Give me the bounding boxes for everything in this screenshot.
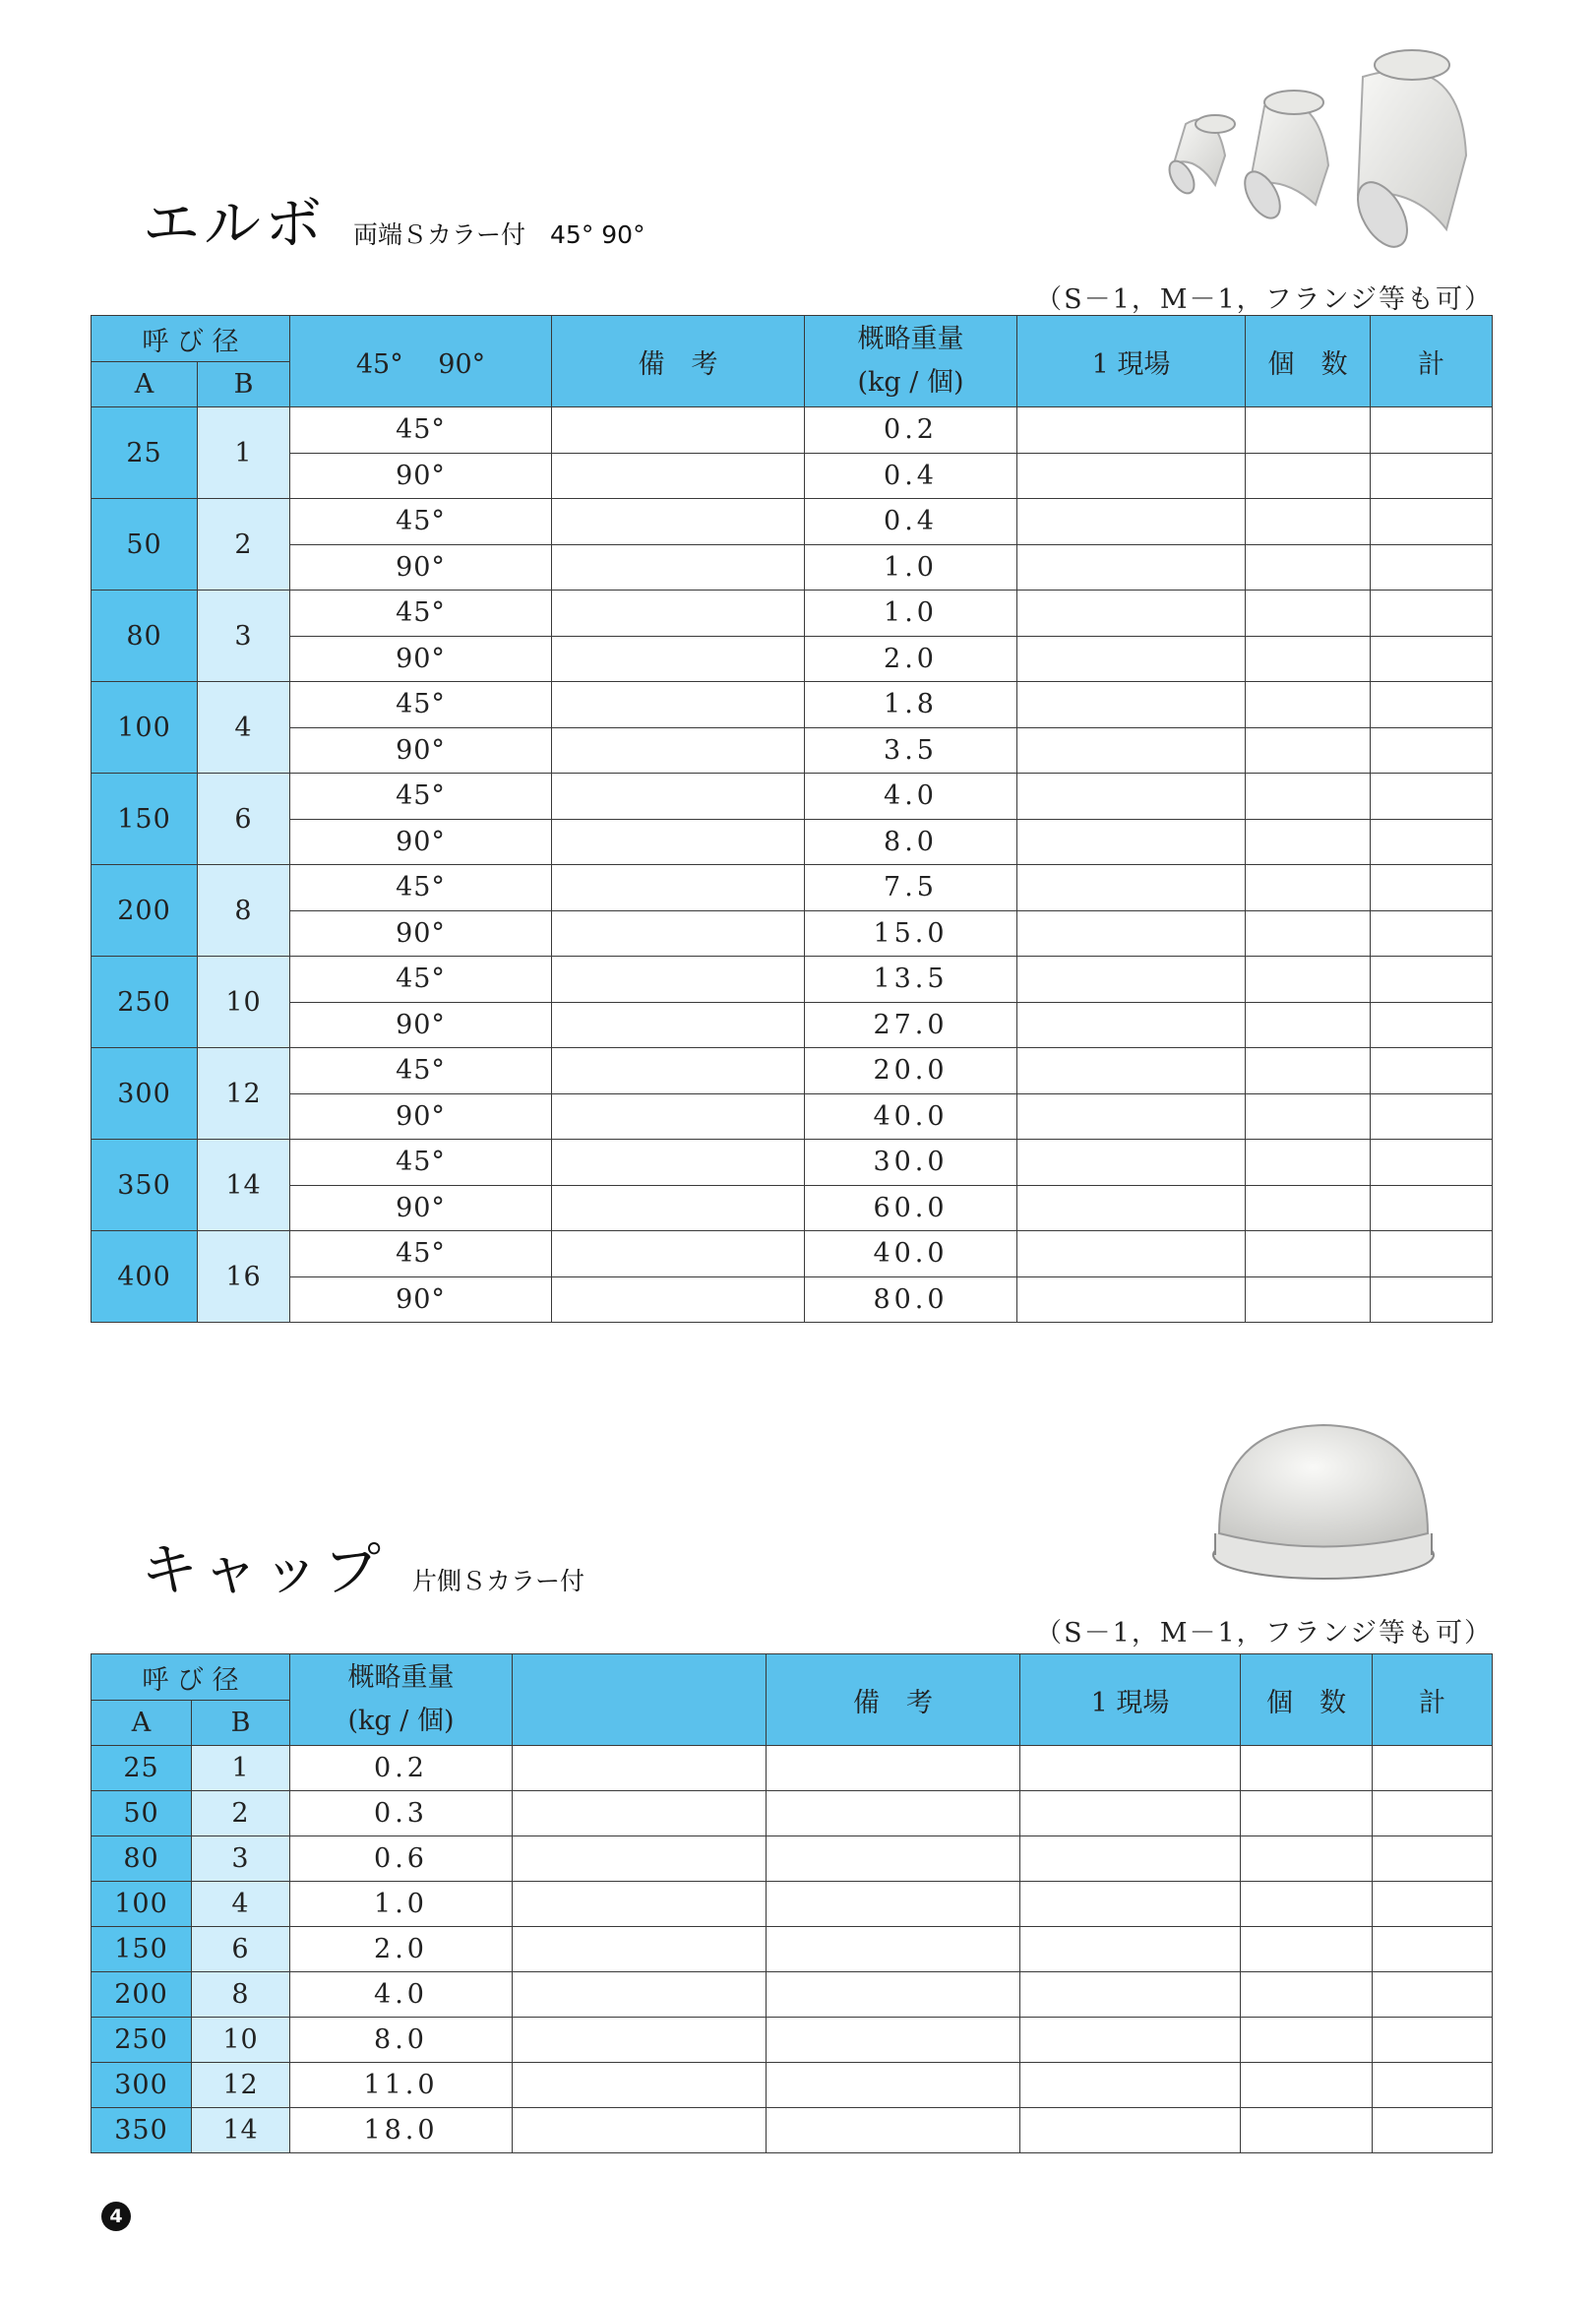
blank-cell — [513, 2018, 767, 2063]
qty-cell — [1246, 957, 1371, 1003]
angle-45-cell: 45° — [290, 774, 552, 820]
angle-45-cell: 45° — [290, 1231, 552, 1277]
site-cell — [1017, 682, 1246, 728]
bore-a-cell: 100 — [92, 1882, 192, 1927]
bore-a-cell: 400 — [92, 1231, 198, 1323]
site-cell — [1020, 1882, 1241, 1927]
total-cell — [1371, 407, 1493, 454]
table-row — [92, 1927, 1493, 1972]
bore-b-cell: 2 — [198, 499, 290, 591]
cap-subtitle: 片側Ｓカラー付 — [412, 1567, 585, 1595]
total-cell — [1371, 499, 1493, 545]
weight-cell: 11.0 — [290, 2063, 513, 2108]
cap-title-block — [141, 1524, 584, 1606]
site-cell — [1017, 1231, 1246, 1277]
table-row — [92, 1185, 1493, 1231]
cap-b-header: B — [192, 1701, 290, 1746]
remarks-header: 備 考 — [552, 316, 805, 407]
site-cell — [1020, 1836, 1241, 1882]
total-cell — [1371, 819, 1493, 865]
site-cell — [1017, 544, 1246, 591]
bore-a-cell: 200 — [92, 865, 198, 957]
table-row — [92, 2018, 1493, 2063]
table-row — [92, 1276, 1493, 1323]
qty-cell — [1241, 2108, 1373, 2153]
site-cell — [1017, 1093, 1246, 1140]
qty-cell — [1241, 1972, 1373, 2018]
bore-b-cell: 10 — [198, 957, 290, 1048]
site-cell — [1017, 591, 1246, 637]
angle-header: 45° 90° — [290, 316, 552, 407]
qty-cell — [1246, 910, 1371, 957]
remarks-cell — [552, 865, 805, 911]
bore-b-cell: 12 — [198, 1048, 290, 1140]
site-cell — [1020, 1972, 1241, 2018]
total-header: 計 — [1371, 316, 1493, 407]
elbow-title: エルボ — [143, 190, 327, 257]
weight-header-line1: 概略重量 — [857, 324, 964, 354]
total-cell — [1371, 544, 1493, 591]
table-row — [92, 1746, 1493, 1791]
table-row — [92, 636, 1493, 682]
cap-weight-header-line1: 概略重量 — [347, 1662, 455, 1693]
elbow-title-block — [143, 177, 645, 260]
bore-a-cell: 80 — [92, 1836, 192, 1882]
weight-cell: 8.0 — [805, 819, 1017, 865]
remarks-cell — [552, 1140, 805, 1186]
remarks-cell — [552, 591, 805, 637]
page-number: 4 — [101, 2202, 131, 2231]
qty-cell — [1246, 865, 1371, 911]
table-row — [92, 591, 1493, 637]
total-cell — [1371, 910, 1493, 957]
blank-cell — [513, 1746, 767, 1791]
cap-title: キャップ — [141, 1536, 386, 1603]
weight-header-line2: (kg / 個) — [857, 367, 964, 398]
qty-header: 個 数 — [1246, 316, 1371, 407]
total-cell — [1371, 1185, 1493, 1231]
weight-cell: 4.0 — [290, 1972, 513, 2018]
qty-cell — [1246, 1140, 1371, 1186]
table-row — [92, 1002, 1493, 1048]
qty-cell — [1246, 819, 1371, 865]
bore-b-cell: 14 — [198, 1140, 290, 1231]
bore-a-cell: 100 — [92, 682, 198, 774]
remarks-cell — [767, 1746, 1020, 1791]
qty-cell — [1241, 1836, 1373, 1882]
bore-b-cell: 6 — [192, 1927, 290, 1972]
bore-a-cell: 150 — [92, 1927, 192, 1972]
elbow-table — [91, 315, 1493, 1323]
remarks-cell — [552, 910, 805, 957]
cap-weight-header-line2: (kg / 個) — [347, 1706, 455, 1736]
weight-header — [805, 316, 1017, 407]
bore-b-cell: 1 — [198, 407, 290, 499]
table-row — [92, 1093, 1493, 1140]
bore-b-cell: 14 — [192, 2108, 290, 2153]
weight-cell: 0.6 — [290, 1836, 513, 1882]
weight-cell: 80.0 — [805, 1276, 1017, 1323]
total-cell — [1373, 1836, 1493, 1882]
remarks-cell — [767, 1791, 1020, 1836]
angle-45-cell: 45° — [290, 499, 552, 545]
table-row — [92, 2063, 1493, 2108]
blank-cell — [513, 2108, 767, 2153]
site-cell — [1017, 957, 1246, 1003]
cap-total-header: 計 — [1373, 1654, 1493, 1746]
site-cell — [1017, 910, 1246, 957]
site-cell — [1017, 865, 1246, 911]
site-cell — [1017, 727, 1246, 774]
remarks-cell — [552, 1185, 805, 1231]
remarks-cell — [552, 957, 805, 1003]
bore-a-cell: 250 — [92, 2018, 192, 2063]
cap-site-header: 1 現場 — [1020, 1654, 1241, 1746]
total-cell — [1371, 591, 1493, 637]
table-row — [92, 727, 1493, 774]
bore-a-cell: 250 — [92, 957, 198, 1048]
cap-table — [91, 1653, 1493, 2153]
bore-a-cell: 25 — [92, 1746, 192, 1791]
bore-a-cell: 25 — [92, 407, 198, 499]
site-cell — [1017, 1140, 1246, 1186]
bore-b-cell: 10 — [192, 2018, 290, 2063]
qty-cell — [1246, 1185, 1371, 1231]
table-row — [92, 682, 1493, 728]
weight-cell: 13.5 — [805, 957, 1017, 1003]
remarks-cell — [767, 2063, 1020, 2108]
qty-cell — [1246, 499, 1371, 545]
weight-cell: 40.0 — [805, 1231, 1017, 1277]
site-cell — [1020, 2063, 1241, 2108]
qty-cell — [1246, 1093, 1371, 1140]
site-cell — [1017, 819, 1246, 865]
weight-cell: 40.0 — [805, 1093, 1017, 1140]
weight-cell: 7.5 — [805, 865, 1017, 911]
weight-cell: 27.0 — [805, 1002, 1017, 1048]
weight-cell: 0.2 — [290, 1746, 513, 1791]
bore-header: 呼 び 径 — [92, 316, 290, 362]
bore-a-cell: 350 — [92, 1140, 198, 1231]
cap-blank-header — [513, 1654, 767, 1746]
bore-b-cell: 8 — [198, 865, 290, 957]
bore-b-cell: 6 — [198, 774, 290, 865]
total-cell — [1373, 1882, 1493, 1927]
table-row — [92, 453, 1493, 499]
weight-cell: 3.5 — [805, 727, 1017, 774]
qty-cell — [1241, 1882, 1373, 1927]
table-row — [92, 910, 1493, 957]
site-cell — [1017, 499, 1246, 545]
total-cell — [1373, 2018, 1493, 2063]
remarks-cell — [552, 1093, 805, 1140]
bore-b-cell: 2 — [192, 1791, 290, 1836]
weight-cell: 4.0 — [805, 774, 1017, 820]
total-cell — [1373, 2108, 1493, 2153]
remarks-cell — [552, 819, 805, 865]
angle-90-cell: 90° — [290, 1276, 552, 1323]
total-cell — [1373, 1927, 1493, 1972]
table-row — [92, 1231, 1493, 1277]
total-cell — [1371, 727, 1493, 774]
bore-b-cell: 8 — [192, 1972, 290, 2018]
weight-cell: 8.0 — [290, 2018, 513, 2063]
remarks-cell — [767, 1972, 1020, 2018]
remarks-cell — [552, 1231, 805, 1277]
table-row — [92, 1882, 1493, 1927]
cap-a-header: A — [92, 1701, 192, 1746]
site-cell — [1017, 1048, 1246, 1094]
total-cell — [1373, 1972, 1493, 2018]
remarks-cell — [552, 1276, 805, 1323]
table-row — [92, 819, 1493, 865]
remarks-cell — [767, 1882, 1020, 1927]
total-cell — [1373, 1791, 1493, 1836]
site-header: 1 現場 — [1017, 316, 1246, 407]
angle-45-cell: 45° — [290, 957, 552, 1003]
blank-cell — [513, 1882, 767, 1927]
qty-cell — [1241, 1927, 1373, 1972]
site-cell — [1017, 774, 1246, 820]
angle-45-cell: 45° — [290, 1048, 552, 1094]
site-cell — [1017, 1185, 1246, 1231]
table-row — [92, 1140, 1493, 1186]
cap-product-image — [1205, 1417, 1442, 1585]
site-cell — [1017, 1276, 1246, 1323]
weight-cell: 18.0 — [290, 2108, 513, 2153]
table-row — [92, 1791, 1493, 1836]
qty-cell — [1241, 1746, 1373, 1791]
angle-90-cell: 90° — [290, 727, 552, 774]
elbow-subtitle: 両端Ｓカラー付 45° 90° — [353, 220, 645, 249]
cap-qty-header: 個 数 — [1241, 1654, 1373, 1746]
bore-a-cell: 200 — [92, 1972, 192, 2018]
total-cell — [1371, 865, 1493, 911]
remarks-cell — [552, 544, 805, 591]
total-cell — [1371, 636, 1493, 682]
bore-b-cell: 1 — [192, 1746, 290, 1791]
total-cell — [1371, 957, 1493, 1003]
bore-a-cell: 300 — [92, 2063, 192, 2108]
bore-b-cell: 4 — [192, 1882, 290, 1927]
qty-cell — [1246, 1002, 1371, 1048]
blank-cell — [513, 2063, 767, 2108]
angle-90-cell: 90° — [290, 1002, 552, 1048]
table-row — [92, 1836, 1493, 1882]
weight-cell: 0.3 — [290, 1791, 513, 1836]
qty-cell — [1241, 2018, 1373, 2063]
qty-cell — [1246, 727, 1371, 774]
elbow-note: （S－1，M－1，フランジ等も可） — [1035, 284, 1493, 315]
angle-90-cell: 90° — [290, 1185, 552, 1231]
blank-cell — [513, 1791, 767, 1836]
qty-cell — [1246, 453, 1371, 499]
total-cell — [1371, 1140, 1493, 1186]
bore-b-cell: 12 — [192, 2063, 290, 2108]
angle-45-cell: 45° — [290, 591, 552, 637]
table-row — [92, 407, 1493, 454]
cap-remarks-header: 備 考 — [767, 1654, 1020, 1746]
table-row — [92, 774, 1493, 820]
bore-a-cell: 150 — [92, 774, 198, 865]
weight-cell: 0.4 — [805, 453, 1017, 499]
elbow-product-image — [1146, 37, 1481, 264]
qty-cell — [1246, 636, 1371, 682]
total-cell — [1371, 1002, 1493, 1048]
weight-cell: 60.0 — [805, 1185, 1017, 1231]
total-cell — [1371, 453, 1493, 499]
site-cell — [1020, 2108, 1241, 2153]
weight-cell: 30.0 — [805, 1140, 1017, 1186]
angle-45-cell: 45° — [290, 407, 552, 454]
remarks-cell — [552, 636, 805, 682]
qty-cell — [1246, 682, 1371, 728]
angle-45-cell: 45° — [290, 682, 552, 728]
total-cell — [1371, 1093, 1493, 1140]
bore-b-cell: 3 — [192, 1836, 290, 1882]
weight-cell: 2.0 — [805, 636, 1017, 682]
remarks-cell — [767, 1836, 1020, 1882]
qty-cell — [1241, 2063, 1373, 2108]
b-header: B — [198, 362, 290, 407]
weight-cell: 20.0 — [805, 1048, 1017, 1094]
qty-cell — [1246, 591, 1371, 637]
total-cell — [1373, 2063, 1493, 2108]
angle-90-cell: 90° — [290, 636, 552, 682]
site-cell — [1020, 1927, 1241, 1972]
weight-cell: 1.8 — [805, 682, 1017, 728]
weight-cell: 1.0 — [805, 544, 1017, 591]
weight-cell: 2.0 — [290, 1927, 513, 1972]
angle-90-cell: 90° — [290, 544, 552, 591]
angle-45-cell: 45° — [290, 1140, 552, 1186]
total-cell — [1373, 1746, 1493, 1791]
remarks-cell — [552, 407, 805, 454]
total-cell — [1371, 1048, 1493, 1094]
table-row — [92, 865, 1493, 911]
qty-cell — [1241, 1791, 1373, 1836]
table-row — [92, 1048, 1493, 1094]
bore-a-cell: 50 — [92, 1791, 192, 1836]
table-row — [92, 499, 1493, 545]
cap-weight-header — [290, 1654, 513, 1746]
angle-90-cell: 90° — [290, 910, 552, 957]
weight-cell: 0.2 — [805, 407, 1017, 454]
qty-cell — [1246, 544, 1371, 591]
a-header: A — [92, 362, 198, 407]
cap-bore-header: 呼 び 径 — [92, 1654, 290, 1701]
remarks-cell — [552, 774, 805, 820]
total-cell — [1371, 1231, 1493, 1277]
angle-90-cell: 90° — [290, 453, 552, 499]
site-cell — [1017, 1002, 1246, 1048]
table-row — [92, 2108, 1493, 2153]
qty-cell — [1246, 1048, 1371, 1094]
bore-a-cell: 80 — [92, 591, 198, 682]
remarks-cell — [552, 1002, 805, 1048]
cap-note: （S－1，M－1，フランジ等も可） — [1035, 1618, 1493, 1649]
remarks-cell — [552, 1048, 805, 1094]
remarks-cell — [767, 1927, 1020, 1972]
angle-45-cell: 45° — [290, 865, 552, 911]
bore-a-cell: 50 — [92, 499, 198, 591]
total-cell — [1371, 1276, 1493, 1323]
angle-90-cell: 90° — [290, 819, 552, 865]
bore-b-cell: 16 — [198, 1231, 290, 1323]
qty-cell — [1246, 774, 1371, 820]
blank-cell — [513, 1972, 767, 2018]
table-row — [92, 544, 1493, 591]
remarks-cell — [767, 2018, 1020, 2063]
site-cell — [1020, 1746, 1241, 1791]
bore-a-cell: 300 — [92, 1048, 198, 1140]
qty-cell — [1246, 407, 1371, 454]
qty-cell — [1246, 1276, 1371, 1323]
remarks-cell — [552, 727, 805, 774]
total-cell — [1371, 774, 1493, 820]
blank-cell — [513, 1836, 767, 1882]
site-cell — [1017, 407, 1246, 454]
bore-b-cell: 4 — [198, 682, 290, 774]
site-cell — [1020, 1791, 1241, 1836]
weight-cell: 1.0 — [290, 1882, 513, 1927]
remarks-cell — [552, 453, 805, 499]
blank-cell — [513, 1927, 767, 1972]
weight-cell: 0.4 — [805, 499, 1017, 545]
site-cell — [1017, 636, 1246, 682]
total-cell — [1371, 682, 1493, 728]
site-cell — [1020, 2018, 1241, 2063]
bore-b-cell: 3 — [198, 591, 290, 682]
table-row — [92, 957, 1493, 1003]
remarks-cell — [552, 499, 805, 545]
bore-a-cell: 350 — [92, 2108, 192, 2153]
weight-cell: 1.0 — [805, 591, 1017, 637]
weight-cell: 15.0 — [805, 910, 1017, 957]
angle-90-cell: 90° — [290, 1093, 552, 1140]
remarks-cell — [552, 682, 805, 728]
site-cell — [1017, 453, 1246, 499]
qty-cell — [1246, 1231, 1371, 1277]
remarks-cell — [767, 2108, 1020, 2153]
table-row — [92, 1972, 1493, 2018]
